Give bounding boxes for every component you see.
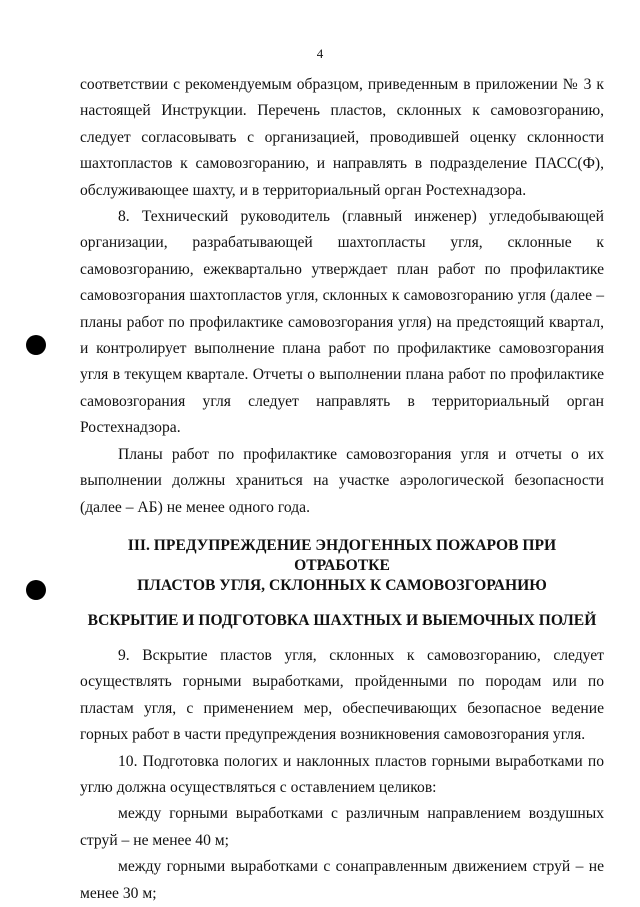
paragraph-10: 10. Подготовка пологих и наклонных пластов горными выработками по углю должна осуществляться с оставлением целиков: [80, 752, 604, 796]
document-body [80, 72, 604, 907]
punch-hole-mark [26, 580, 46, 600]
page-number: 4 [316, 46, 324, 61]
punch-hole-mark [26, 335, 46, 355]
subsection-heading: ВСКРЫТИЕ И ПОДГОТОВКА ШАХТНЫХ И ВЫЕМОЧНЫХ ПОЛЕЙ [87, 611, 597, 629]
section-heading-line-2: ПЛАСТОВ УГЛЯ, СКЛОННЫХ К САМОВОЗГОРАНИЮ [137, 576, 547, 594]
paragraph-8: 8. Технический руководитель (главный инженер) угледобывающей организации, разрабатывающей шахтопласты угля, склонные к самовозгоранию, ежеквартально утверждает план работ по профилактике самовозгорания шахтопластов угля, склонных к самовозгоранию угля (далее – планы работ по профилактике самовозгорания угля) на предстоящий квартал, и контролирует выполнение плана работ по профилактике самовозгорания угля в текущем квартале. Отчеты о выполнении плана работ по профилактике самовозгорания угля следует направлять в территориальный орган Ростехнадзора. [80, 208, 604, 437]
paragraph-9: 9. Вскрытие пластов угля, склонных к самовозгоранию, следует осуществлять горными выработками, пройденными по породам или по пластам угля, с применением мер, обеспечивающих безопасное ведение горных работ в части предупреждения возникновения самовозгорания угля. [80, 646, 604, 744]
section-heading [80, 536, 604, 596]
section-heading-line-1: III. ПРЕДУПРЕЖДЕНИЕ ЭНДОГЕННЫХ ПОЖАРОВ ПРИ ОТРАБОТКЕ [127, 536, 557, 574]
paragraph-10-item-2: между горными выработками с сонаправленным движением струй – не менее 30 м; [80, 858, 604, 902]
paragraph-10-item-1: между горными выработками с различным направлением воздушных струй – не менее 40 м; [80, 805, 604, 849]
paragraph-continuation: соответствии с рекомендуемым образцом, приведенным в приложении № 3 к настоящей Инструкции. Перечень пластов, склонных к самовозгоранию, следует согласовывать с организацией, проводившей оценку склонности шахтопластов к самовозгоранию, и направлять в подразделение ПАСС(Ф), обслуживающее шахту, и в территориальный орган Ростехнадзора. [80, 76, 604, 199]
paragraph-plans: Планы работ по профилактике самовозгорания угля и отчеты о их выполнении должны храниться на участке аэрологической безопасности (далее – АБ) не менее одного года. [80, 445, 604, 516]
